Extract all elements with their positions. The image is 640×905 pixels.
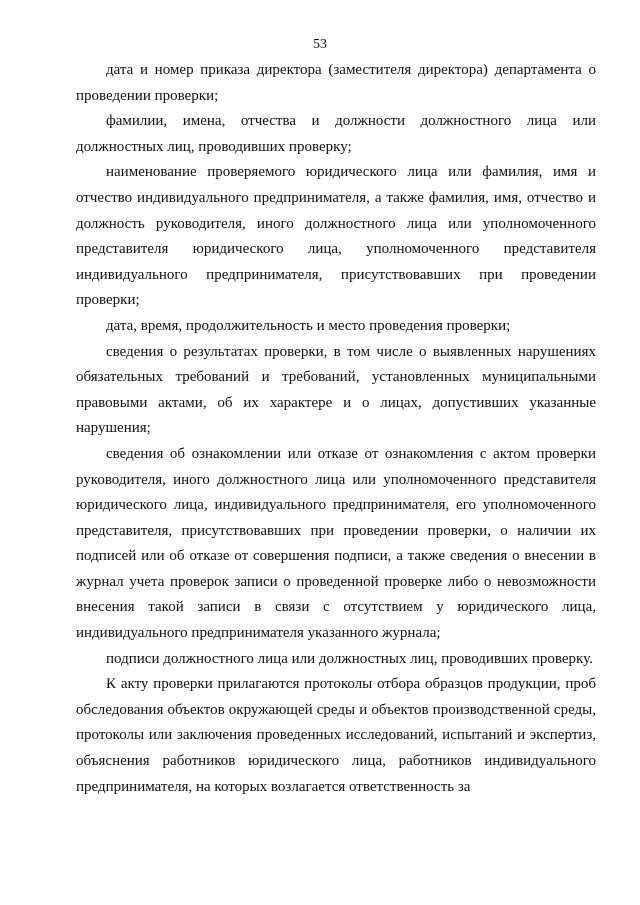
paragraph-inspection-results: сведения о результатах проверки, в том числе о выявленных нарушениях обязательных требований и требований, установленных муниципальными правовыми актами, об их характере и о лицах, допустивших указанные нарушения; [76, 343, 596, 437]
document-body [76, 58, 596, 800]
paragraph-signatures: подписи должностного лица или должностных лиц, проводивших проверку. [106, 650, 593, 667]
paragraph-order-details: дата и номер приказа директора (заместителя директора) департамента о проведении проверки; [76, 62, 596, 104]
paragraph-acquaintance-info: сведения об ознакомлении или отказе от ознакомления с актом проверки руководителя, иного должностного лица или уполномоченного представителя юридического лица, индивидуального предпринимателя, его уполномоченного представителя, присутствовавших при проведении проверки, о наличии их подписей или об отказе от совершения подписи, а также сведения о внесении в журнал учета проверок записи о проведенной проверке либо о невозможности внесения такой записи в связи с отсутствием у юридического лица, индивидуального предпринимателя указанного журнала; [76, 445, 596, 642]
paragraph-inspected-entity: наименование проверяемого юридического лица или фамилия, имя и отчество индивидуального предпринимателя, а также фамилия, имя, отчество и должность руководителя, иного должностного лица или уполномоченного представителя юридического лица, уполномоченного представителя индивидуального предпринимателя, присутствовавших при проведении проверки; [76, 164, 596, 309]
paragraph-inspectors-names: фамилии, имена, отчества и должности должностного лица или должностных лиц, проводивших проверку; [76, 113, 596, 155]
page-number: 53 [313, 37, 327, 52]
paragraph-date-time-place: дата, время, продолжительность и место проведения проверки; [106, 317, 511, 334]
paragraph-attachments: К акту проверки прилагаются протоколы отбора образцов продукции, проб обследования объектов окружающей среды и объектов производственной среды, протоколы или заключения проведенных исследований, испытаний и экспертиз, объяснения работников юридического лица, работников индивидуального предпринимателя, на которых возлагается ответственность за [76, 676, 596, 795]
